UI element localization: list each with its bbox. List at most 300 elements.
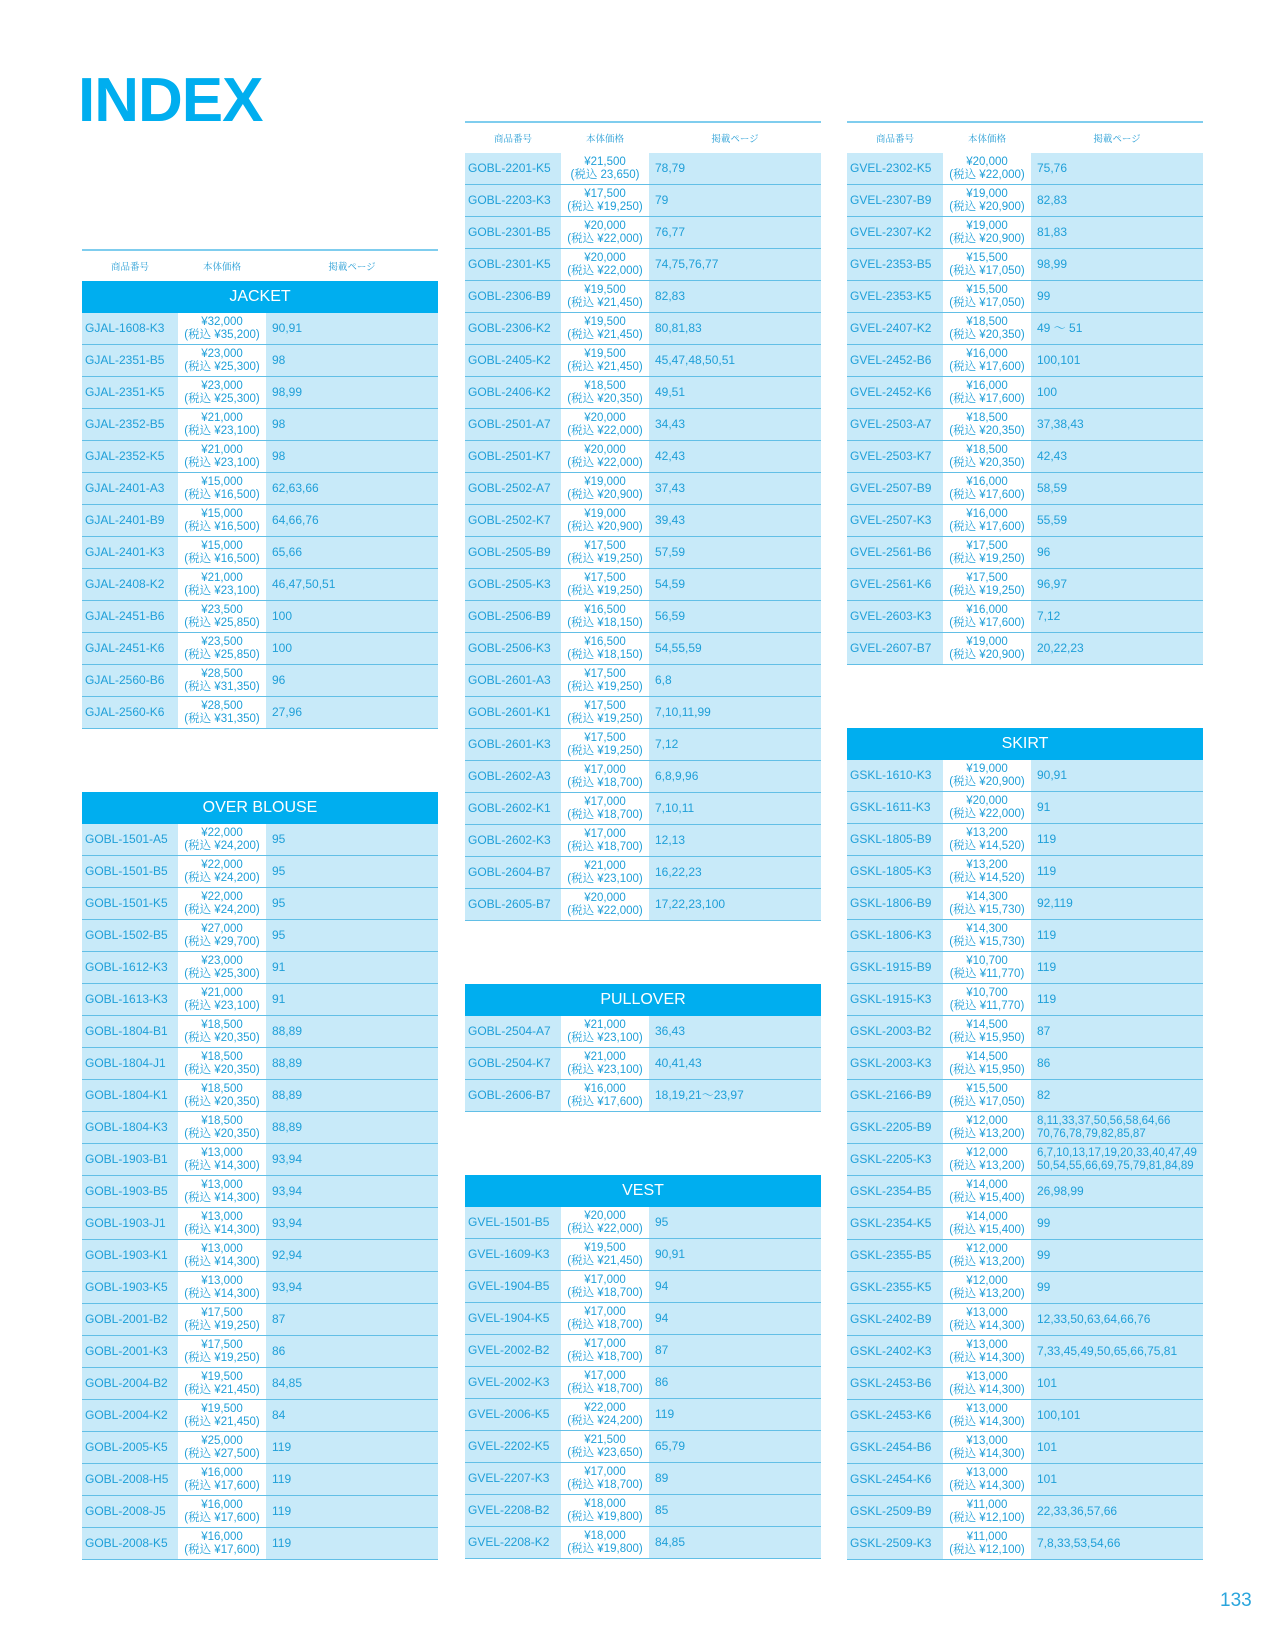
page-list: 119	[1037, 832, 1057, 846]
product-code: GOBL-2606-B7	[468, 1088, 551, 1102]
page-references	[1031, 1336, 1203, 1367]
page-list: 42,43	[655, 449, 686, 463]
page-references	[649, 505, 821, 536]
tax-included-price: (税込 ¥14,300)	[184, 1159, 260, 1172]
page-list: 87	[272, 1312, 286, 1326]
price-cell	[178, 1016, 266, 1047]
table-row	[847, 824, 1203, 856]
table-row	[465, 473, 821, 505]
page-references	[266, 441, 438, 472]
tax-included-price: (税込 ¥25,300)	[184, 392, 260, 405]
page-list: 99	[1037, 1216, 1051, 1230]
table-row	[82, 633, 438, 665]
base-price: ¥18,500	[966, 444, 1008, 456]
product-code: GOBL-2602-K1	[468, 801, 551, 815]
base-price: ¥20,000	[584, 252, 626, 264]
base-price: ¥23,000	[201, 955, 243, 967]
base-price: ¥18,500	[966, 316, 1008, 328]
base-price: ¥22,000	[201, 859, 243, 871]
base-price: ¥19,000	[966, 636, 1008, 648]
page-list: 54,59	[655, 577, 686, 591]
tax-included-price: (税込 ¥24,200)	[184, 839, 260, 852]
page-references	[1031, 1240, 1203, 1271]
page-references	[266, 1144, 438, 1175]
header-price: 本体価格	[585, 134, 624, 145]
table-row	[847, 1016, 1203, 1048]
product-code: GSKL-2003-B2	[850, 1024, 932, 1038]
price-cell	[943, 1112, 1031, 1143]
page-references	[1031, 1080, 1203, 1111]
product-code: GVEL-2503-A7	[850, 417, 932, 431]
index-column-middle	[465, 121, 821, 1559]
product-code: GVEL-2307-B9	[850, 193, 932, 207]
table-row	[847, 1176, 1203, 1208]
table-row	[847, 760, 1203, 792]
tax-included-price: (税込 ¥17,600)	[184, 1511, 260, 1524]
product-code: GSKL-2354-K5	[850, 1216, 932, 1230]
table-row	[847, 601, 1203, 633]
table-row	[847, 1400, 1203, 1432]
table-row	[847, 1272, 1203, 1304]
tax-included-price: (税込 ¥17,050)	[949, 1095, 1025, 1108]
page-list: 16,22,23	[655, 865, 702, 879]
product-code: GOBL-1501-B5	[85, 864, 168, 878]
table-row	[82, 1080, 438, 1112]
base-price: ¥13,000	[201, 1243, 243, 1255]
page-list: 88,89	[272, 1024, 303, 1038]
tax-included-price: (税込 ¥19,250)	[949, 584, 1025, 597]
price-cell	[943, 1304, 1031, 1335]
base-price: ¥17,000	[584, 1338, 626, 1350]
page-references	[266, 313, 438, 344]
tax-included-price: (税込 ¥18,700)	[567, 1478, 643, 1491]
tax-included-price: (税込 ¥25,300)	[184, 967, 260, 980]
base-price: ¥13,200	[966, 859, 1008, 871]
table-row	[82, 1240, 438, 1272]
price-cell	[178, 1400, 266, 1431]
table-row	[847, 249, 1203, 281]
page-list: 93,94	[272, 1184, 303, 1198]
base-price: ¥16,000	[201, 1499, 243, 1511]
price-cell	[561, 1431, 649, 1462]
base-price: ¥17,000	[584, 1466, 626, 1478]
page-list: 119	[1037, 992, 1057, 1006]
price-cell	[943, 505, 1031, 536]
table-row	[847, 313, 1203, 345]
price-cell	[561, 1239, 649, 1270]
page-references	[1031, 505, 1203, 536]
page-references	[266, 409, 438, 440]
tax-included-price: (税込 ¥27,500)	[184, 1447, 260, 1460]
product-code: GVEL-2452-K6	[850, 385, 932, 399]
page-list: 88,89	[272, 1088, 303, 1102]
table-row	[465, 697, 821, 729]
page-references	[649, 1016, 821, 1047]
base-price: ¥12,000	[966, 1115, 1008, 1127]
tax-included-price: (税込 ¥19,250)	[567, 712, 643, 725]
product-code: GSKL-2003-K3	[850, 1056, 932, 1070]
tax-included-price: (税込 ¥25,850)	[184, 648, 260, 661]
tax-included-price: (税込 ¥16,500)	[184, 552, 260, 565]
price-cell	[178, 824, 266, 855]
page-references	[649, 1367, 821, 1398]
page-title: INDEX	[78, 66, 263, 135]
table-row	[465, 217, 821, 249]
page-list: 58,59	[1037, 481, 1068, 495]
page-references	[649, 1239, 821, 1270]
table-row	[465, 345, 821, 377]
base-price: ¥19,500	[584, 1242, 626, 1254]
page-list: 95	[272, 832, 286, 846]
page-references	[1031, 537, 1203, 568]
page-list: 119	[655, 1407, 675, 1421]
product-code: GSKL-1806-K3	[850, 928, 932, 942]
price-cell	[178, 697, 266, 728]
price-cell	[178, 1496, 266, 1527]
tax-included-price: (税込 ¥19,250)	[949, 552, 1025, 565]
page-list: 86	[655, 1375, 669, 1389]
page-list: 78,79	[655, 161, 686, 175]
base-price: ¥20,000	[584, 1210, 626, 1222]
table-row	[82, 441, 438, 473]
base-price: ¥15,500	[966, 252, 1008, 264]
page-list: 98,99	[272, 385, 303, 399]
page-references	[649, 601, 821, 632]
product-code: GOBL-2605-B7	[468, 897, 551, 911]
price-cell	[943, 185, 1031, 216]
product-code: GOBL-1903-B5	[85, 1184, 168, 1198]
page-list: 96	[272, 673, 286, 687]
price-cell	[178, 345, 266, 376]
page-list: 88,89	[272, 1120, 303, 1134]
table-row	[82, 1304, 438, 1336]
page-list: 99	[1037, 1280, 1051, 1294]
product-code: GVEL-2002-K3	[468, 1375, 550, 1389]
page-list: 95	[272, 896, 286, 910]
tax-included-price: (税込 ¥23,100)	[567, 1031, 643, 1044]
base-price: ¥17,500	[966, 540, 1008, 552]
tax-included-price: (税込 ¥25,300)	[184, 360, 260, 373]
price-cell	[561, 761, 649, 792]
section-skirt	[847, 728, 1203, 1560]
page-references	[649, 345, 821, 376]
table-row	[82, 569, 438, 601]
tax-included-price: (税込 ¥18,700)	[567, 1286, 643, 1299]
page-list: 74,75,76,77	[655, 257, 719, 271]
price-cell	[178, 633, 266, 664]
page-references	[266, 1080, 438, 1111]
base-price: ¥11,000	[966, 1499, 1008, 1511]
header-price: 本体価格	[202, 262, 241, 273]
tax-included-price: (税込 ¥20,900)	[949, 232, 1025, 245]
table-row	[465, 665, 821, 697]
page-references	[266, 920, 438, 951]
price-cell	[561, 1016, 649, 1047]
price-cell	[943, 377, 1031, 408]
product-code: GVEL-1904-B5	[468, 1279, 550, 1293]
tax-included-price: (税込 ¥22,000)	[567, 1222, 643, 1235]
section-continued	[465, 153, 821, 921]
price-cell	[178, 665, 266, 696]
price-cell	[943, 345, 1031, 376]
product-code: GOBL-2501-A7	[468, 417, 551, 431]
table-row	[82, 505, 438, 537]
page-references	[1031, 760, 1203, 791]
price-cell	[561, 1207, 649, 1238]
page-references	[1031, 217, 1203, 248]
tax-included-price: (税込 ¥19,800)	[567, 1542, 643, 1555]
tax-included-price: (税込 ¥17,600)	[949, 488, 1025, 501]
base-price: ¥16,000	[201, 1531, 243, 1543]
tax-included-price: (税込 ¥17,600)	[949, 520, 1025, 533]
base-price: ¥20,000	[966, 156, 1008, 168]
base-price: ¥18,000	[584, 1530, 626, 1542]
price-cell	[561, 1303, 649, 1334]
price-cell	[561, 1495, 649, 1526]
base-price: ¥14,000	[966, 1211, 1008, 1223]
page-list: 96,97	[1037, 577, 1068, 591]
page-list: 6,7,10,13,17,19,20,33,40,47,49	[1037, 1147, 1197, 1159]
base-price: ¥16,000	[966, 380, 1008, 392]
price-cell	[943, 1016, 1031, 1047]
price-cell	[943, 1400, 1031, 1431]
page-references	[649, 697, 821, 728]
product-code: GOBL-2502-A7	[468, 481, 551, 495]
page-list: 42,43	[1037, 449, 1068, 463]
base-price: ¥17,500	[201, 1307, 243, 1319]
page-list: 6,8,9,96	[655, 769, 699, 783]
page-list: 98	[272, 417, 286, 431]
product-code: GSKL-1805-K3	[850, 864, 932, 878]
base-price: ¥21,000	[584, 1051, 626, 1063]
table-row	[465, 729, 821, 761]
product-code: GSKL-2402-B9	[850, 1312, 932, 1326]
base-price: ¥19,500	[201, 1403, 243, 1415]
page-list: 87	[1037, 1024, 1051, 1038]
product-code: GJAL-2352-K5	[85, 449, 165, 463]
price-cell	[178, 1144, 266, 1175]
page-references	[1031, 1432, 1203, 1463]
page-references	[1031, 1464, 1203, 1495]
tax-included-price: (税込 ¥18,700)	[567, 1382, 643, 1395]
price-cell	[943, 1528, 1031, 1559]
page-list: 36,43	[655, 1024, 686, 1038]
section-gap	[465, 1112, 821, 1175]
tax-included-price: (税込 ¥22,000)	[567, 424, 643, 437]
table-row	[465, 761, 821, 793]
page-list: 85	[655, 1503, 669, 1517]
table-row	[465, 185, 821, 217]
base-price: ¥17,500	[584, 700, 626, 712]
page-references	[1031, 441, 1203, 472]
price-cell	[178, 1464, 266, 1495]
base-price: ¥13,200	[966, 827, 1008, 839]
page-list: 96	[1037, 545, 1051, 559]
product-code: GOBL-2301-B5	[468, 225, 551, 239]
tax-included-price: (税込 ¥22,000)	[567, 232, 643, 245]
base-price: ¥16,000	[966, 476, 1008, 488]
tax-included-price: (税込 ¥17,050)	[949, 296, 1025, 309]
page-list: 18,19,21～23,97	[655, 1088, 744, 1102]
price-cell	[561, 569, 649, 600]
tax-included-price: (税込 ¥20,900)	[567, 488, 643, 501]
section-gap	[465, 921, 821, 984]
page-list: 49,51	[655, 385, 686, 399]
page-list: 6,8	[655, 673, 672, 687]
table-row	[82, 984, 438, 1016]
page-references	[266, 1400, 438, 1431]
page-references	[266, 824, 438, 855]
product-code: GJAL-2351-B5	[85, 353, 165, 367]
page-references	[1031, 185, 1203, 216]
tax-included-price: (税込 ¥20,350)	[567, 392, 643, 405]
tax-included-price: (税込 ¥14,300)	[184, 1255, 260, 1268]
table-row	[847, 409, 1203, 441]
table-row	[847, 505, 1203, 537]
product-code: GVEL-1904-K5	[468, 1311, 550, 1325]
page-list: 84,85	[655, 1535, 686, 1549]
page-references	[1031, 1528, 1203, 1559]
price-cell	[178, 377, 266, 408]
page-list: 12,33,50,63,64,66,76	[1037, 1312, 1151, 1326]
table-row	[847, 1208, 1203, 1240]
tax-included-price: (税込 ¥11,770)	[949, 967, 1025, 980]
product-code: GVEL-2452-B6	[850, 353, 932, 367]
page-references	[1031, 1496, 1203, 1527]
product-code: GVEL-2603-K3	[850, 609, 932, 623]
product-code: GJAL-2560-K6	[85, 705, 165, 719]
page-references	[649, 1335, 821, 1366]
product-code: GVEL-2507-B9	[850, 481, 932, 495]
table-row	[847, 1112, 1203, 1144]
price-cell	[943, 952, 1031, 983]
table-row	[847, 537, 1203, 569]
product-code: GOBL-2008-K5	[85, 1536, 168, 1550]
product-code: GOBL-2001-K3	[85, 1344, 168, 1358]
price-cell	[943, 888, 1031, 919]
page-list: 65,79	[655, 1439, 686, 1453]
page-list: 91	[1037, 800, 1051, 814]
page-references	[266, 888, 438, 919]
product-code: GOBL-1804-K3	[85, 1120, 168, 1134]
page-list: 119	[272, 1472, 292, 1486]
table-row	[82, 952, 438, 984]
table-row	[847, 1336, 1203, 1368]
tax-included-price: (税込 ¥14,300)	[184, 1287, 260, 1300]
base-price: ¥19,000	[584, 476, 626, 488]
page-list: 76,77	[655, 225, 686, 239]
price-cell	[561, 1527, 649, 1558]
tax-included-price: (税込 ¥20,900)	[949, 775, 1025, 788]
page-references	[649, 633, 821, 664]
product-code: GVEL-1501-B5	[468, 1215, 550, 1229]
page-references	[266, 665, 438, 696]
price-cell	[178, 888, 266, 919]
page-references	[266, 1176, 438, 1207]
base-price: ¥27,000	[201, 923, 243, 935]
product-code: GOBL-2601-K3	[468, 737, 551, 751]
price-cell	[943, 441, 1031, 472]
base-price: ¥20,000	[584, 892, 626, 904]
price-cell	[178, 856, 266, 887]
page-references	[649, 473, 821, 504]
base-price: ¥20,000	[966, 795, 1008, 807]
table-row	[82, 1432, 438, 1464]
page-references	[649, 1080, 821, 1111]
tax-included-price: (税込 ¥31,350)	[184, 712, 260, 725]
table-row	[465, 1463, 821, 1495]
page-list: 7,8,33,53,54,66	[1037, 1536, 1121, 1550]
page-number: 133	[1220, 1590, 1252, 1611]
tax-included-price: (税込 ¥19,250)	[184, 1319, 260, 1332]
header-pages: 掲載ページ	[711, 134, 759, 145]
page-references	[649, 313, 821, 344]
price-cell	[561, 377, 649, 408]
table-row	[82, 1208, 438, 1240]
tax-included-price: (税込 ¥18,150)	[567, 616, 643, 629]
page-references	[266, 1016, 438, 1047]
base-price: ¥19,000	[966, 188, 1008, 200]
tax-included-price: (税込 ¥19,250)	[567, 744, 643, 757]
product-code: GVEL-2302-K5	[850, 161, 932, 175]
tax-included-price: (税込 ¥17,600)	[949, 360, 1025, 373]
table-row	[847, 1496, 1203, 1528]
base-price: ¥17,500	[966, 572, 1008, 584]
page-list: 17,22,23,100	[655, 897, 726, 911]
page-list: 27,96	[272, 705, 303, 719]
tax-included-price: (税込 ¥29,700)	[184, 935, 260, 948]
section-vest	[465, 1175, 821, 1559]
table-row	[465, 313, 821, 345]
product-code: GOBL-2201-K5	[468, 161, 551, 175]
base-price: ¥15,500	[966, 1083, 1008, 1095]
base-price: ¥21,000	[201, 444, 243, 456]
page-list: 119	[1037, 960, 1057, 974]
price-cell	[178, 505, 266, 536]
base-price: ¥20,000	[584, 412, 626, 424]
product-code: GSKL-1610-K3	[850, 768, 932, 782]
product-code: GOBL-1804-K1	[85, 1088, 168, 1102]
base-price: ¥21,000	[201, 572, 243, 584]
page-list: 88,89	[272, 1056, 303, 1070]
page-references	[266, 377, 438, 408]
table-row	[82, 409, 438, 441]
page-references	[266, 1240, 438, 1271]
table-row	[465, 633, 821, 665]
page-references	[266, 1368, 438, 1399]
tax-included-price: (税込 ¥15,730)	[949, 935, 1025, 948]
page-references	[649, 1271, 821, 1302]
page-references	[649, 537, 821, 568]
base-price: ¥11,000	[966, 1531, 1008, 1543]
page-references	[1031, 473, 1203, 504]
price-cell	[561, 1463, 649, 1494]
price-cell	[943, 1144, 1031, 1175]
base-price: ¥12,000	[966, 1275, 1008, 1287]
page-references	[1031, 1304, 1203, 1335]
table-row	[82, 697, 438, 729]
tax-included-price: (税込 ¥21,450)	[567, 1254, 643, 1267]
price-cell	[561, 633, 649, 664]
page-references	[649, 857, 821, 888]
base-price: ¥16,000	[966, 508, 1008, 520]
page-list: 100,101	[1037, 1408, 1081, 1422]
price-cell	[561, 217, 649, 248]
table-row	[847, 792, 1203, 824]
table-row	[465, 153, 821, 185]
base-price: ¥21,500	[584, 156, 626, 168]
table-row	[465, 249, 821, 281]
